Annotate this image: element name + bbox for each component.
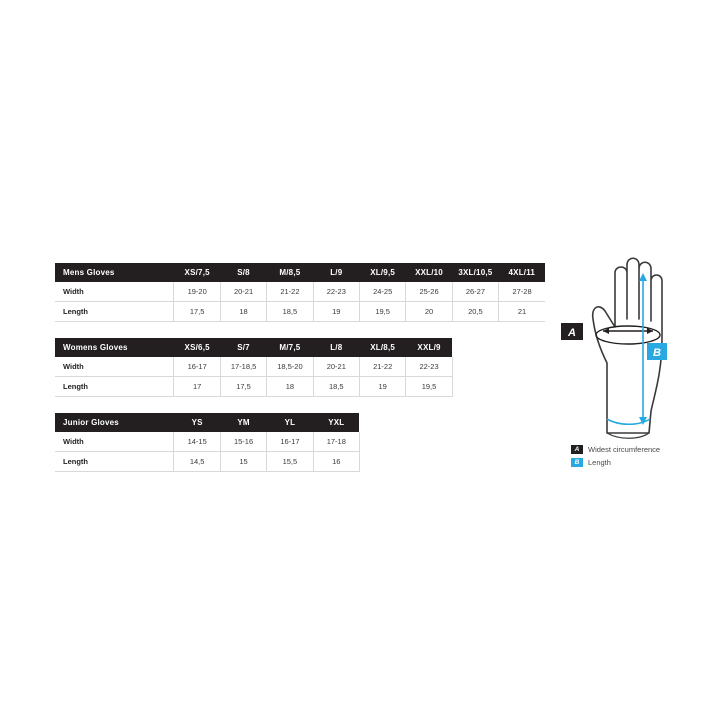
cell: 20-21 xyxy=(313,357,359,377)
cell: 19-20 xyxy=(174,282,220,302)
table-title-junior: Junior Gloves xyxy=(55,413,174,432)
row-label: Length xyxy=(55,302,174,322)
row-label: Length xyxy=(55,452,174,472)
col-header: YS xyxy=(174,413,220,432)
table-row xyxy=(55,302,545,322)
col-header: XL/8,5 xyxy=(359,338,405,357)
cell: 17 xyxy=(174,377,220,397)
col-header: 3XL/10,5 xyxy=(452,263,498,282)
col-header: M/8,5 xyxy=(267,263,313,282)
col-header: S/8 xyxy=(220,263,266,282)
cell: 15-16 xyxy=(220,432,266,452)
table-spacer xyxy=(359,413,545,432)
legend-label: Widest circumference xyxy=(588,444,661,454)
col-header: M/7,5 xyxy=(267,338,313,357)
table-row xyxy=(55,452,545,472)
row-label: Length xyxy=(55,377,174,397)
cell: 15 xyxy=(220,452,266,472)
cell: 25-26 xyxy=(406,282,452,302)
legend-item-b xyxy=(571,456,711,468)
diagram-legend xyxy=(571,443,711,469)
table-header-row xyxy=(55,263,545,282)
cell-empty xyxy=(452,377,545,397)
svg-text:A: A xyxy=(568,327,576,339)
marker-b xyxy=(647,343,667,360)
cell: 15,5 xyxy=(267,452,313,472)
table-row xyxy=(55,282,545,302)
cell: 21-22 xyxy=(359,357,405,377)
cell-empty xyxy=(452,357,545,377)
cell-empty xyxy=(359,432,545,452)
cell: 24-25 xyxy=(359,282,405,302)
table-title-womens: Womens Gloves xyxy=(55,338,174,357)
cell: 17,5 xyxy=(174,302,220,322)
table-womens-gloves xyxy=(55,338,545,397)
cell: 17-18 xyxy=(313,432,359,452)
cell: 14-15 xyxy=(174,432,220,452)
table-row xyxy=(55,357,545,377)
col-header: XL/9,5 xyxy=(359,263,405,282)
col-header: 4XL/11 xyxy=(499,263,545,282)
cell: 20-21 xyxy=(220,282,266,302)
cell: 17-18,5 xyxy=(220,357,266,377)
glove-outline-icon xyxy=(555,243,705,473)
table-header-row xyxy=(55,413,545,432)
row-label: Width xyxy=(55,357,174,377)
cell: 16 xyxy=(313,452,359,472)
col-header: L/9 xyxy=(313,263,359,282)
cell: 18,5-20 xyxy=(267,357,313,377)
cell: 17,5 xyxy=(220,377,266,397)
cell: 19 xyxy=(313,302,359,322)
table-junior-gloves xyxy=(55,413,545,472)
glove-measurement-diagram xyxy=(555,243,705,473)
row-label: Width xyxy=(55,432,174,452)
cell: 21 xyxy=(499,302,545,322)
col-header: XS/6,5 xyxy=(174,338,220,357)
cell: 19 xyxy=(359,377,405,397)
cell: 16-17 xyxy=(267,432,313,452)
cell: 14,5 xyxy=(174,452,220,472)
col-header: YXL xyxy=(313,413,359,432)
cell: 19,5 xyxy=(359,302,405,322)
col-header: XXL/10 xyxy=(406,263,452,282)
table-mens-gloves xyxy=(55,263,545,322)
cell: 26-27 xyxy=(452,282,498,302)
cell: 22-23 xyxy=(313,282,359,302)
col-header: L/8 xyxy=(313,338,359,357)
cell: 18,5 xyxy=(267,302,313,322)
legend-badge-b-icon: B xyxy=(571,458,583,467)
table-row xyxy=(55,377,545,397)
cell: 22-23 xyxy=(406,357,452,377)
cell-empty xyxy=(359,452,545,472)
col-header: XS/7,5 xyxy=(174,263,220,282)
table-header-row xyxy=(55,338,545,357)
col-header: YL xyxy=(267,413,313,432)
col-header: YM xyxy=(220,413,266,432)
legend-label: Length xyxy=(588,457,611,467)
col-header: S/7 xyxy=(220,338,266,357)
cell: 20,5 xyxy=(452,302,498,322)
svg-text:B: B xyxy=(653,347,661,359)
cell: 21-22 xyxy=(267,282,313,302)
cell: 27-28 xyxy=(499,282,545,302)
marker-a xyxy=(561,323,583,340)
legend-item-a xyxy=(571,443,711,455)
cell: 18 xyxy=(267,377,313,397)
cell: 18 xyxy=(220,302,266,322)
table-title-mens: Mens Gloves xyxy=(55,263,174,282)
cell: 20 xyxy=(406,302,452,322)
cell: 16-17 xyxy=(174,357,220,377)
row-label: Width xyxy=(55,282,174,302)
cell: 19,5 xyxy=(406,377,452,397)
col-header: XXL/9 xyxy=(406,338,452,357)
table-spacer xyxy=(452,338,545,357)
legend-badge-a-icon: A xyxy=(571,445,583,454)
size-tables xyxy=(55,263,545,488)
table-row xyxy=(55,432,545,452)
cell: 18,5 xyxy=(313,377,359,397)
